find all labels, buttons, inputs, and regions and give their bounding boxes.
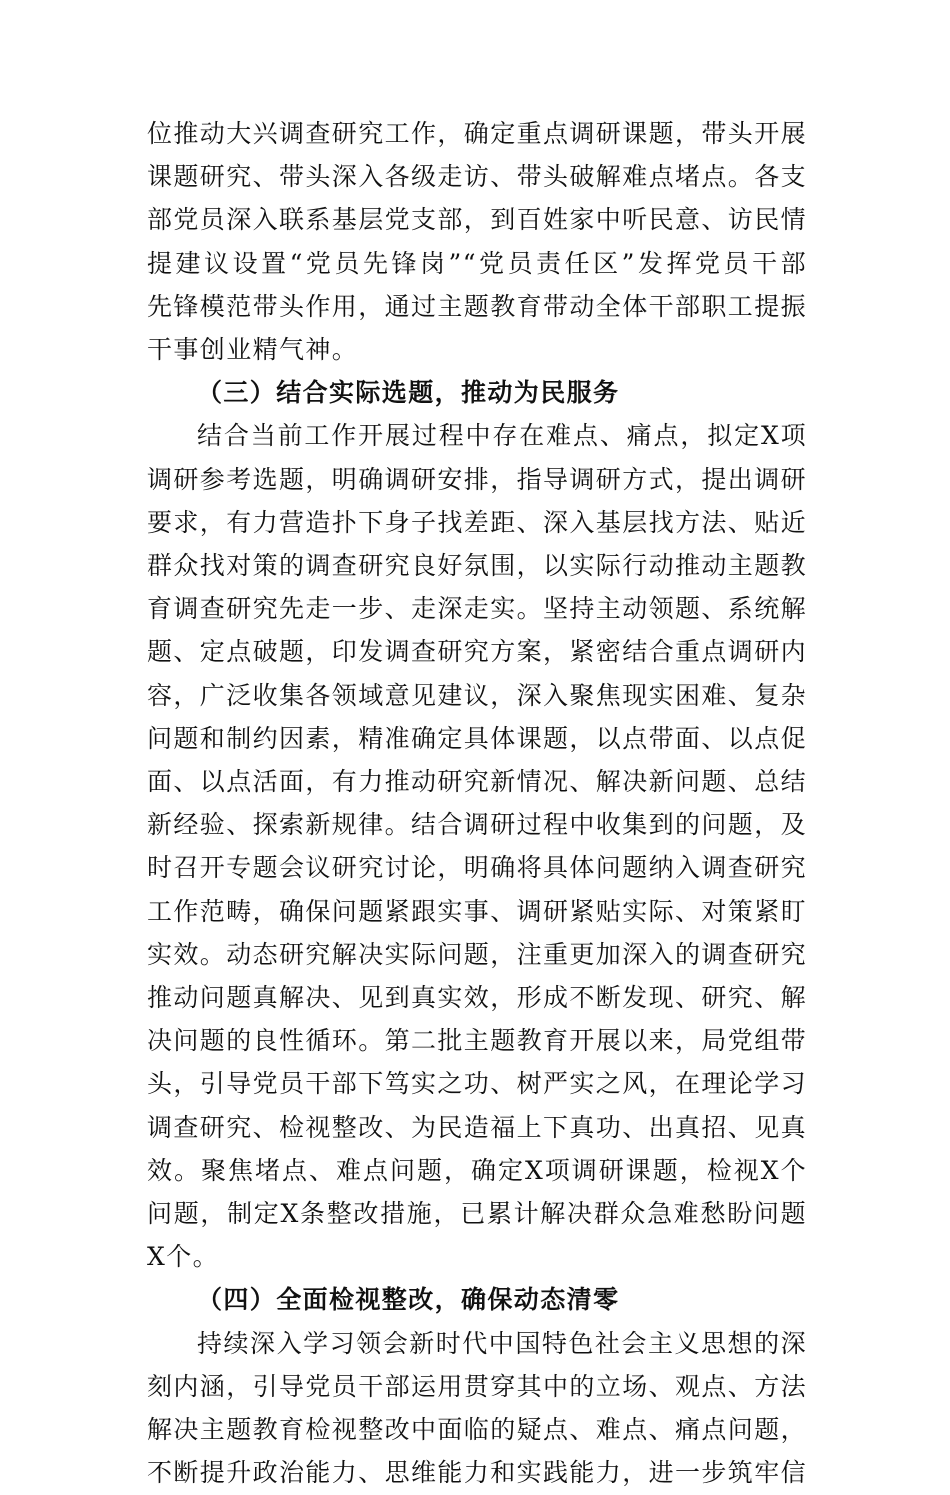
paragraph [147, 414, 807, 1278]
text-line: 实效。动态研究解决实际问题，注重更加深入的调查研究 [147, 939, 808, 969]
text-line: 推动问题真解决、见到真实效，形成不断发现、研究、解 [147, 983, 808, 1013]
text-line: 问题，制定X条整改措施，已累计解决群众急难愁盼问题 [147, 1199, 807, 1229]
text-line: 部党员深入联系基层党支部，到百姓家中听民意、访民情 [147, 205, 808, 235]
text-line: 调查研究、检视整改、为民造福上下真功、出真招、见真 [147, 1112, 808, 1142]
paragraph [147, 112, 807, 371]
text-line: 容，广泛收集各领域意见建议，深入聚焦现实困难、复杂 [147, 680, 808, 710]
text-line: 工作范畴，确保问题紧跟实事、调研紧贴实际、对策紧盯 [147, 896, 808, 926]
text-line: 课题研究、带头深入各级走访、带头破解难点堵点。各支 [147, 162, 808, 192]
text-line: 提建议设置“党员先锋岗”“党员责任区”发挥党员干部 [147, 248, 807, 278]
section-heading: （三）结合实际选题，推动为民服务 [197, 378, 620, 408]
text-line: 要求，有力营造扑下身子找差距、深入基层找方法、贴近 [147, 507, 808, 537]
section-heading: （四）全面检视整改，确保动态清零 [197, 1285, 620, 1315]
text-line: 时召开专题会议研究讨论，明确将具体问题纳入调查研究 [147, 853, 808, 883]
text-line: 刻内涵，引导党员干部运用贯穿其中的立场、观点、方法 [147, 1371, 808, 1401]
text-line: 先锋模范带头作用，通过主题教育带动全体干部职工提振 [147, 291, 808, 321]
text-line: 决问题的良性循环。第二批主题教育开展以来，局党组带 [147, 1026, 808, 1056]
paragraph [147, 1322, 807, 1495]
text-line: 育调查研究先走一步、走深走实。坚持主动领题、系统解 [147, 594, 808, 624]
text-line: 头，引导党员干部下笃实之功、树严实之风，在理论学习 [147, 1069, 808, 1099]
text-line: 题、定点破题，印发调查研究方案，紧密结合重点调研内 [147, 637, 808, 667]
text-line: 干事创业精气神。 [147, 335, 359, 365]
text-line: 解决主题教育检视整改中面临的疑点、难点、痛点问题， [147, 1415, 808, 1445]
document-body [147, 112, 807, 1495]
text-line: 不断提升政治能力、思维能力和实践能力，进一步筑牢信 [147, 1458, 808, 1488]
text-line: 结合当前工作开展过程中存在难点、痛点，拟定X项 [197, 421, 807, 451]
text-line: 新经验、探索新规律。结合调研过程中收集到的问题，及 [147, 810, 808, 840]
text-line: 调研参考选题，明确调研安排，指导调研方式，提出调研 [147, 464, 808, 494]
text-line: 持续深入学习领会新时代中国特色社会主义思想的深 [197, 1328, 807, 1358]
text-line: X个。 [147, 1242, 219, 1272]
text-line: 面、以点活面，有力推动研究新情况、解决新问题、总结 [147, 767, 808, 797]
text-line: 位推动大兴调查研究工作，确定重点调研课题，带头开展 [147, 119, 808, 148]
text-line: 问题和制约因素，精准确定具体课题，以点带面、以点促 [147, 723, 808, 753]
text-line: 效。聚焦堵点、难点问题，确定X项调研课题，检视X个 [147, 1155, 807, 1185]
text-line: 群众找对策的调查研究良好氛围，以实际行动推动主题教 [147, 551, 808, 581]
